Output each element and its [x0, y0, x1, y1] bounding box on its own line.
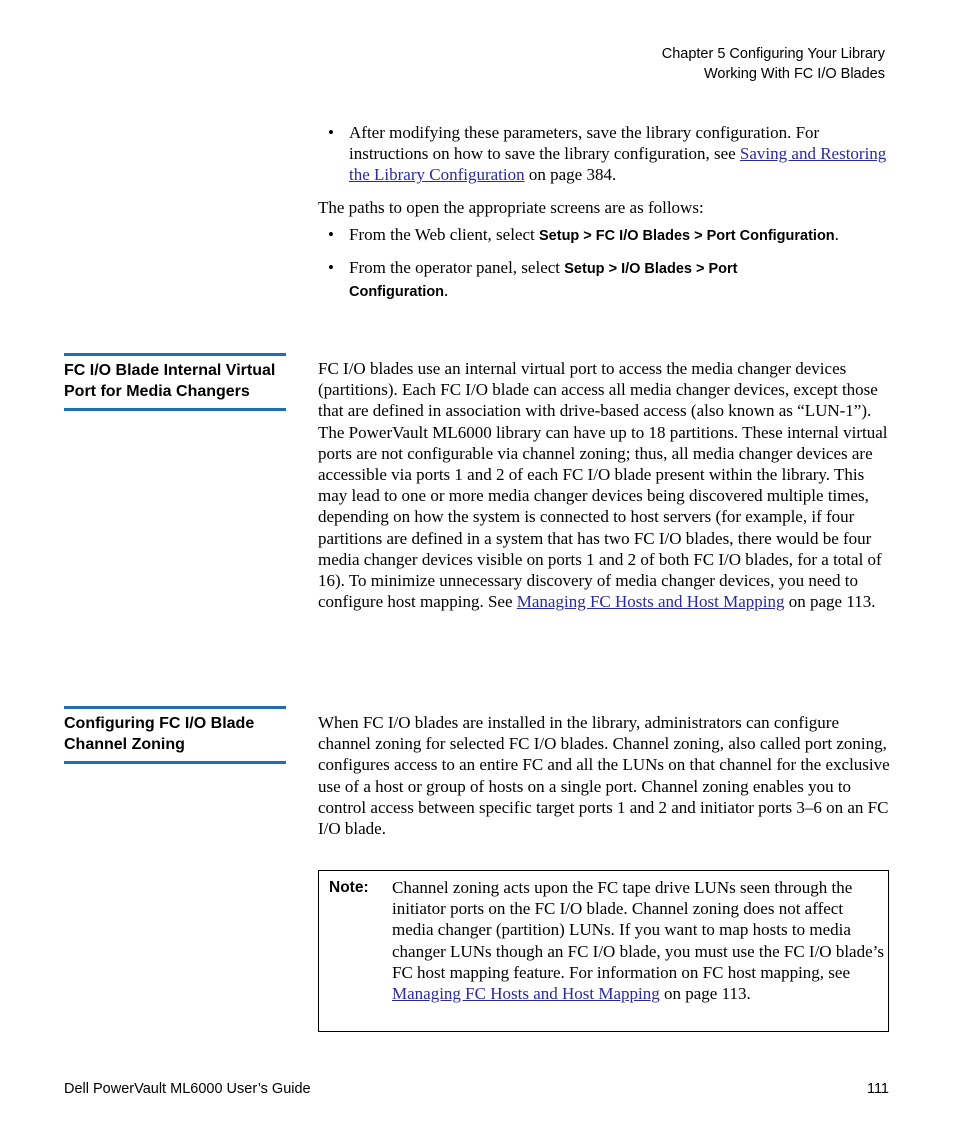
- heading-rule: [64, 408, 286, 411]
- running-head: [662, 44, 885, 84]
- heading-text: Configuring FC I/O Blade Channel Zoning: [64, 715, 255, 753]
- page-number: 111: [866, 1081, 889, 1097]
- save-config-list: [318, 122, 890, 186]
- note-label: Note:: [329, 879, 369, 896]
- link-saving-restoring[interactable]: Saving and Restoring the Library Configuration: [349, 144, 887, 185]
- list-item: • From the Web client, select Setup > FC I/O Blades > Port Configuration.: [318, 224, 890, 247]
- link-managing-fc-hosts-note[interactable]: Managing FC Hosts and Host Mapping: [392, 984, 660, 1004]
- footer-title: Dell PowerVault ML6000 User’s Guide: [64, 1081, 311, 1097]
- note-box: [318, 870, 889, 1032]
- list-item: • After modifying these parameters, save the library configuration. For instructions on how to save the library configuration, see Saving and Restoring the Library Configuration on page 384.: [318, 122, 890, 186]
- chapter-title: Chapter 5 Configuring Your Library: [661, 46, 885, 62]
- list-item: • From the operator panel, select Setup > I/O Blades > Port Configuration.: [318, 257, 890, 303]
- ui-path: Setup > I/O Blades > Port Configuration: [349, 261, 738, 301]
- note-text: Channel zoning acts upon the FC tape drive LUNs seen through the initiator ports on the FC I/O blade. Channel zoning does not affect media changer (partition) LUNs. If you want to map hosts to media changer LUNs though an FC I/O blade, you must use the FC I/O blade’s FC host mapping feature. For information on FC host mapping, see Managing FC Hosts and Host Mapping on page 113.: [392, 878, 884, 1004]
- section-body-channel-zoning: When FC I/O blades are installed in the library, administrators can configure channel zoning for selected FC I/O blades. Channel zoning, also called port zoning, configures access to an entire FC and all the LUNs on that channel for the exclusive use of a host or group of hosts on a single port. Channel zoning enables you to control access between specific target ports 1 and 2 and initiator ports 3–6 on an FC I/O blade.: [318, 713, 890, 839]
- section-title: Working With FC I/O Blades: [703, 66, 885, 82]
- intro-block: [318, 122, 890, 303]
- paths-intro: The paths to open the appropriate screens are as follows:: [318, 197, 704, 217]
- heading-text: FC I/O Blade Internal Virtual Port for Media Changers: [64, 362, 276, 400]
- section-heading-virtual-port: [64, 353, 286, 411]
- paths-list: [318, 224, 890, 304]
- link-managing-fc-hosts[interactable]: Managing FC Hosts and Host Mapping: [516, 592, 785, 612]
- ui-path: Setup > FC I/O Blades > Port Configuration: [539, 227, 835, 244]
- heading-rule: [64, 761, 286, 764]
- section-body-virtual-port: FC I/O blades use an internal virtual port to access the media changer devices (partitions). Each FC I/O blade can access all media changer devices, except those that are defined in association with drive-based access (also known as “LUN-1”). The PowerVault ML6000 library can have up to 18 partitions. These internal virtual ports are not configurable via channel zoning; thus, all media changer devices are accessible via ports 1 and 2 of each FC I/O blade present within the library. This may lead to one or more media changer devices being discovered multiple times, depending on how the system is connected to host servers (for example, if four partitions are defined in a system that has two FC I/O blades, there would be four media changer devices visible on ports 1 and 2 of both FC I/O blades, for a total of 16). To minimize unnecessary discovery of media changer devices, you need to configure host mapping. See Managing FC Hosts and Host Mapping on page 113.: [318, 359, 888, 612]
- section-heading-channel-zoning: [64, 706, 286, 764]
